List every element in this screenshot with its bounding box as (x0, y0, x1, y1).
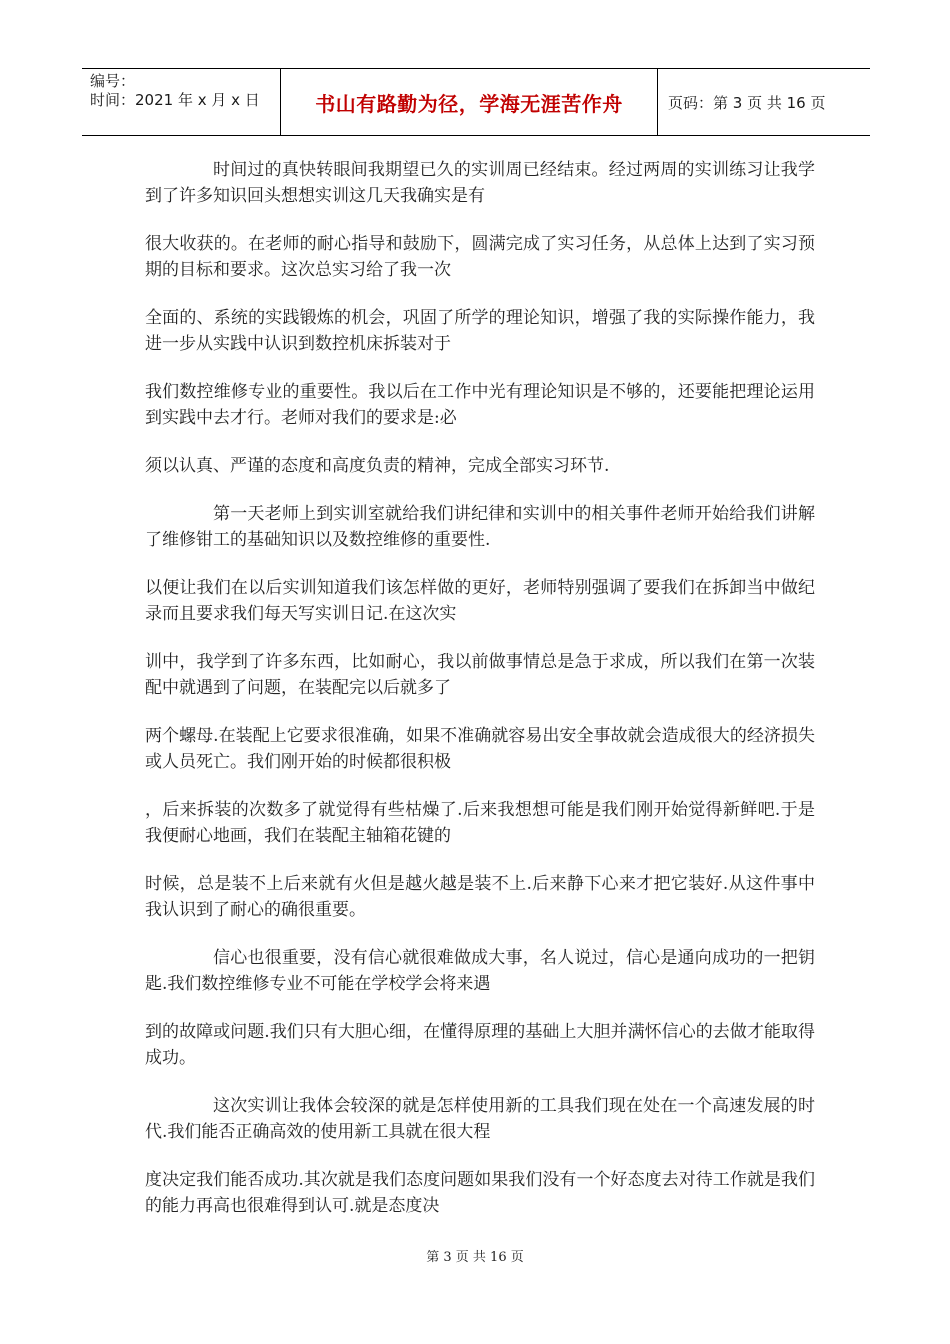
body-paragraph: 以便让我们在以后实训知道我们该怎样做的更好，老师特别强调了要我们在拆卸当中做纪录而且要求我们每天写实训日记.在这次实 (145, 578, 815, 624)
code-label: 编号： (90, 72, 136, 90)
body-paragraph: 这次实训让我体会较深的就是怎样使用新的工具我们现在处在一个高速发展的时代.我们能否正确高效的使用新工具就在很大程 (145, 1096, 815, 1142)
header-meta (82, 69, 281, 135)
body-paragraph: 很大收获的。在老师的耐心指导和鼓励下，圆满完成了实习任务，从总体上达到了实习预期的目标和要求。这次总实习给了我一次 (145, 234, 815, 280)
body-paragraph: ，后来拆装的次数多了就觉得有些枯燥了.后来我想想可能是我们刚开始觉得新鲜吧.于是我便耐心地画，我们在装配主轴箱花键的 (145, 800, 815, 846)
page-footer: 第 3 页 共 16 页 (426, 1250, 524, 1265)
body-paragraph: 第一天老师上到实训室就给我们讲纪律和实训中的相关事件老师开始给我们讲解了维修钳工的基础知识以及数控维修的重要性. (145, 504, 815, 550)
body-paragraph: 两个螺母.在装配上它要求很准确，如果不准确就容易出安全事故就会造成很大的经济损失或人员死亡。我们刚开始的时候都很积极 (145, 726, 815, 772)
body-paragraph: 时候，总是装不上后来就有火但是越火越是装不上.后来静下心来才把它装好.从这件事中我认识到了耐心的确很重要。 (145, 874, 815, 920)
body-paragraph: 须以认真、严谨的态度和高度负责的精神，完成全部实习环节. (145, 456, 610, 476)
body-paragraph: 我们数控维修专业的重要性。我以后在工作中光有理论知识是不够的，还要能把理论运用到实践中去才行。老师对我们的要求是:必 (145, 382, 815, 428)
body-paragraph: 时间过的真快转眼间我期望已久的实训周已经结束。经过两周的实训练习让我学到了许多知识回头想想实训这几天我确实是有 (145, 160, 815, 206)
body-paragraph: 全面的、系统的实践锻炼的机会，巩固了所学的理论知识，增强了我的实际操作能力，我进一步从实践中认识到数控机床拆装对于 (145, 308, 815, 354)
body-paragraph: 到的故障或问题.我们只有大胆心细，在懂得原理的基础上大胆并满怀信心的去做才能取得成功。 (145, 1022, 815, 1068)
header-page-number: 页码：第 3 页 共 16 页 (668, 93, 826, 112)
body-paragraph: 度决定我们能否成功.其次就是我们态度问题如果我们没有一个好态度去对待工作就是我们的能力再高也很难得到认可.就是态度决 (145, 1170, 815, 1216)
body-paragraph: 信心也很重要，没有信心就很难做成大事，名人说过，信心是通向成功的一把钥匙.我们数控维修专业不可能在学校学会将来遇 (145, 948, 815, 994)
body-paragraph: 训中，我学到了许多东西，比如耐心，我以前做事情总是急于求成，所以我们在第一次装配中就遇到了问题，在装配完以后就多了 (145, 652, 815, 698)
header-motto: 书山有路勤为径，学海无涯苦作舟 (281, 69, 658, 135)
page-header (82, 68, 870, 136)
date-label: 时间：2021 年 x 月 x 日 (90, 91, 260, 109)
document-body (145, 157, 815, 1241)
